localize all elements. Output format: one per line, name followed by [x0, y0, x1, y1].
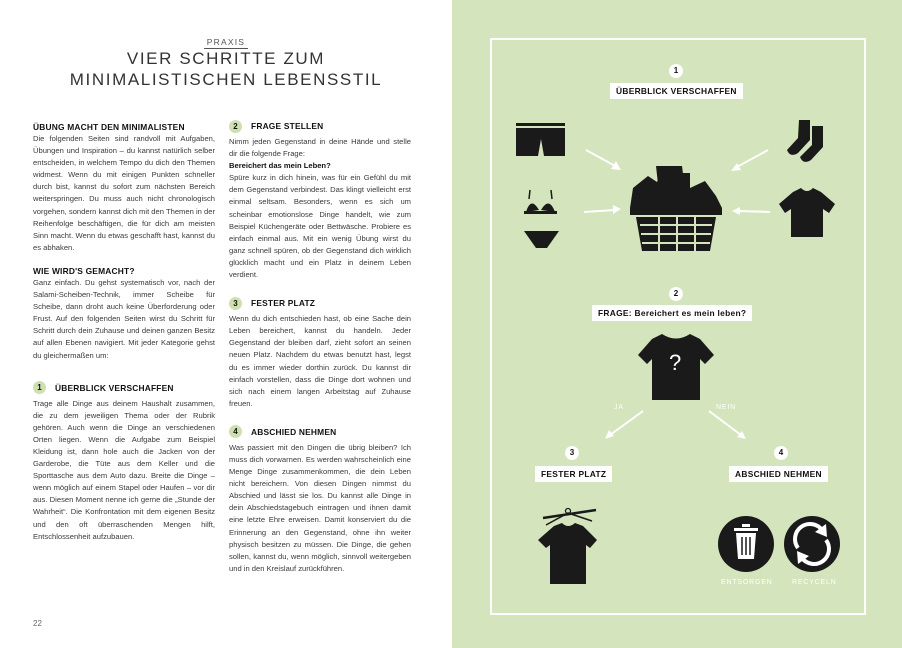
diagram-step-4-label: ABSCHIED NEHMEN — [729, 466, 828, 482]
step-3-title: FESTER PLATZ — [251, 298, 316, 309]
heading-wie: WIE WIRD'S GEMACHT? — [33, 265, 135, 276]
paragraph-uebung: Die folgenden Seiten sind randvoll mit Aufgaben, Übungen und Inspiration – du kannst natürlich selber entscheiden, in welchem Tempo du dich den Themen widmest. Wenn du mit einigen Punkten schneller durch bist, kannst du sofort zum nächsten Bereich weiterspringen. Du muss auch nicht chronologisch vorgehen, sondern kannst dich mit den Themen in der Reihenfolge beschäftigen, die für dich am meisten Sinn macht. Wenn du etwas geschafft hast, kannst du es abhaken. — [33, 134, 215, 252]
yes-label: JA — [614, 404, 624, 411]
trash-icon — [718, 516, 774, 572]
diagram-step-1-label: ÜBERBLICK VERSCHAFFEN — [610, 83, 743, 99]
hanger-shirt-icon — [538, 509, 597, 585]
diagram-step-2-label: FRAGE: Bereichert es mein leben? — [592, 305, 752, 321]
arrow-nein — [709, 411, 741, 435]
diagram-step-1-number: 1 — [669, 64, 683, 78]
socks-icon — [787, 120, 823, 162]
step-2-text: Nimm jeden Gegenstand in deine Hände und stelle dir die folgende Frage: — [229, 137, 411, 159]
diagram-step-3-label: FESTER PLATZ — [535, 466, 612, 482]
question-mark: ? — [669, 350, 682, 375]
step-4-number: 4 — [229, 425, 242, 438]
tshirt-icon — [779, 188, 835, 237]
bikini-bottom-icon — [524, 231, 559, 248]
no-label: NEIN — [716, 404, 736, 411]
step-1-number: 1 — [33, 381, 46, 394]
step-2-number: 2 — [229, 120, 242, 133]
page-title: VIER SCHRITTE ZUM MINIMALISTISCHEN LEBENSSTIL — [69, 49, 383, 89]
recyceln-label: RECYCELN — [792, 579, 837, 586]
shorts-icon — [516, 123, 565, 156]
diagram-step-3-number: 3 — [565, 446, 579, 460]
step-3-number: 3 — [229, 297, 242, 310]
step-4-text: Was passiert mit den Dingen die übrig bleiben? Ich muss dich vorwarnen. Es werden wahrscheinlich eine Menge Dinge zusammenkommen, die dein Leben nicht bereichern. Von diesen Dingen nimmst du Abschied und lässt sie los. Du kannst alle Dinge in dein Abschiedstagebuch eintragen und ihnen damit eine letzte Ehre erweisen. Damit konserviert du die Erinnerung an den Gegenstand, ohne ihn weiter physisch besitzen zu müssen. Die Dinge, die gehen sollen, kannst du, wenn möglich, sinnvoll weitergeben und in den Kreislauf zurückführen. — [229, 442, 411, 573]
entsorgen-label: ENTSORGEN — [721, 579, 773, 586]
paragraph-wie: Ganz einfach. Du gehst systematisch vor, nach der Salami-Scheiben-Technik, immer Scheibe für Scheibe, dann droht auch keine Überforderung oder Frust. Auf den folgenden Seiten wirst du Schritt für Schritt durch dein Zuhause und deinen ganzen Besitz auf allen Ebenen navigiert. Mit jeder Kategorie gehst du gleichermaßen um: — [33, 277, 215, 360]
step-2-text-2: Spüre kurz in dich hinein, was für ein Gefühl du mit dem Gegenstand verbindest. Das klingt vielleicht erst einmal seltsam. Besonders, wenn es sich um scheinbar emotionslose Dinge handelt, wie zum Beispiel Küchengeräte oder Bettwäsche. Probiere es einfach einmal aus. Mit ein wenig Übung wirst du ganz schnell spüren, ob der Gegenstand dich wirklich glücklich macht und ein Platz in deinem Leben verdient. — [229, 173, 411, 280]
recycle-icon — [784, 516, 840, 572]
arrow-bikini-to-basket — [584, 210, 615, 212]
step-1-text: Trage alle Dinge aus deinem Haushalt zusammen, die zu dem jeweiligen Thema oder der Rubrik gehören. Auch wenn die Dinge an verschiedenen Orten liegen. Wenn die Aufgabe zum Beispiel Kleidung ist, dann hole auch die Jacken von der Garderobe, die Tüte aus dem Keller und die Sporttasche aus dem Auto dazu. Breite die Dinge – wenn möglich auf einem Stapel oder Haufen – vor dir aus. Diesen Moment nenne ich gerne die „Stunde der Wahrheit“. Die Konfrontation mit dem eigenen Besitz und den oft überraschenden Mengen hilft, Entschlossenheit aufzubauen. — [33, 398, 215, 541]
diagram-step-4-number: 4 — [774, 446, 788, 460]
step-2-title: FRAGE STELLEN — [251, 120, 324, 131]
arrow-shorts-to-basket — [586, 150, 617, 167]
step-3-text: Wenn du dich entschieden hast, ob eine Sache dein Leben bereichert, kannst du handeln. Jeder Gegenstand der bleiben darf, zieht sofort an seinen neuen Platz. Nachdem du etwas benutzt hast, legst du es immer wieder dorthin zurück. Du kannst dir einfach vorstellen, dass die Dinge dort wohnen und sich nach einem langen Arbeitstag auf Zuhause freuen. — [229, 314, 411, 408]
laundry-basket-icon — [630, 166, 722, 251]
arrow-tshirt-to-basket — [738, 211, 770, 212]
step-1-title: ÜBERBLICK VERSCHAFFEN — [55, 382, 174, 393]
heading-uebung: ÜBUNG MACHT DEN MINIMALISTEN — [33, 122, 185, 132]
diagram-step-2-number: 2 — [669, 287, 683, 301]
step-2-question: Bereichert das mein Leben? — [229, 161, 331, 171]
bikini-top-icon — [524, 190, 557, 214]
page-number: 22 — [33, 619, 42, 628]
section-kicker: PRAXIS — [0, 32, 452, 50]
arrow-socks-to-basket — [735, 150, 768, 168]
step-4-title: ABSCHIED NEHMEN — [251, 426, 337, 437]
arrow-ja — [610, 411, 643, 435]
